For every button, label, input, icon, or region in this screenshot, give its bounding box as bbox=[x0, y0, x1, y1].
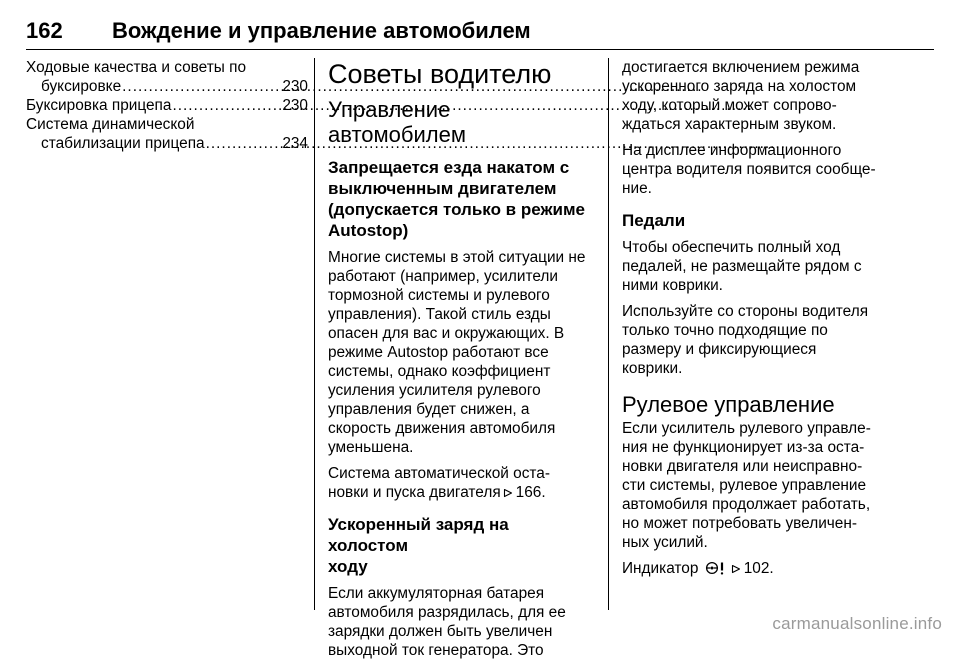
toc-page-number: 234 bbox=[282, 135, 308, 152]
text-line: ходу, который может сопрово- bbox=[622, 97, 837, 114]
text-line bbox=[622, 559, 886, 578]
coasting-paragraph bbox=[328, 248, 592, 457]
toc-line bbox=[26, 96, 308, 115]
text-line: коврики. bbox=[622, 360, 683, 377]
page-number: 162 bbox=[26, 18, 63, 43]
indicator-label: Индикатор bbox=[622, 560, 699, 577]
text-line: режиме Autostop работают все bbox=[328, 344, 549, 361]
toc-line bbox=[26, 134, 308, 153]
text-line: педалей, не размещайте рядом с bbox=[622, 258, 862, 275]
heading-line: Autostop) bbox=[328, 221, 409, 240]
text-line: Используйте со стороны водителя bbox=[622, 303, 869, 320]
toc-line bbox=[26, 58, 308, 77]
toc-entry-trailer-towing[interactable] bbox=[26, 96, 308, 115]
fast-idle-continued-paragraph bbox=[622, 58, 886, 134]
text-line: центра водителя появится сообще- bbox=[622, 161, 876, 178]
text-line: ния не функционирует из-за оста- bbox=[622, 439, 865, 456]
watermark: carmanualsonline.info bbox=[772, 614, 942, 633]
page-header bbox=[26, 10, 934, 50]
text-line: управления). Такой стиль езды bbox=[328, 306, 551, 323]
toc-entry-text: Буксировка прицепа bbox=[26, 97, 172, 114]
page-reference-link[interactable]: 166. bbox=[515, 484, 546, 501]
text-line: Система автоматической оста- bbox=[328, 465, 550, 482]
text-line bbox=[328, 483, 592, 502]
toc-entry-text: Система динамической bbox=[26, 116, 195, 133]
text-line: Если аккумуляторная батарея bbox=[328, 585, 545, 602]
text-line: зарядки должен быть увеличен bbox=[328, 623, 553, 640]
toc-dot-leader bbox=[206, 134, 282, 153]
toc-page-number: 230 bbox=[282, 97, 308, 114]
text-line: автомобиля разрядилась, для ее bbox=[328, 604, 566, 621]
text-line: сти системы, рулевое управление bbox=[622, 477, 867, 494]
text-line: ждаться характерным звуком. bbox=[622, 116, 837, 133]
text-line: автомобиля продолжает работать, bbox=[622, 496, 871, 513]
text-line: усиления усилителя рулевого bbox=[328, 382, 541, 399]
page-reference-arrow-icon bbox=[503, 488, 513, 498]
text-line: ними коврики. bbox=[622, 277, 723, 294]
text-line: На дисплее информационного bbox=[622, 142, 842, 159]
fast-idle-charging-paragraph bbox=[328, 584, 592, 660]
autostop-reference-paragraph bbox=[328, 464, 592, 502]
text-line: работают (например, усилители bbox=[328, 268, 558, 285]
page-reference-arrow-icon bbox=[731, 564, 741, 574]
text-line: Чтобы обеспечить полный ход bbox=[622, 239, 841, 256]
page-reference-link[interactable]: 102. bbox=[743, 560, 774, 577]
pedals-paragraph bbox=[622, 238, 886, 295]
steering-heading: Рулевое управление bbox=[622, 392, 835, 417]
toc-entry-text: буксировке bbox=[41, 78, 122, 95]
table-of-contents bbox=[26, 58, 308, 153]
section-subtitle: Управление автомобилем bbox=[328, 97, 466, 147]
toc-entry-towing-handling[interactable] bbox=[26, 58, 308, 96]
content-column-right bbox=[622, 58, 886, 578]
text-line: системы, однако коэффициент bbox=[328, 363, 551, 380]
heading-line: Запрещается езда накатом с bbox=[328, 158, 570, 177]
heading-line: выключенным двигателем bbox=[328, 179, 557, 198]
text-line: опасен для вас и окружающих. В bbox=[328, 325, 565, 342]
text-line: выходной ток генератора. Это bbox=[328, 642, 544, 659]
steering-indicator-paragraph bbox=[622, 559, 886, 578]
section-title: Советы водителю bbox=[328, 59, 552, 89]
heading-line: ходу bbox=[328, 557, 368, 576]
toc-line bbox=[26, 115, 308, 134]
steering-warning-icon bbox=[705, 561, 727, 575]
toc-entry-text: Ходовые качества и советы по bbox=[26, 59, 247, 76]
toc-page-number: 230 bbox=[282, 78, 308, 95]
text-line: новки двигателя или неисправно- bbox=[622, 458, 863, 475]
text-line: ускоренного заряда на холостом bbox=[622, 78, 857, 95]
text-line: уменьшена. bbox=[328, 439, 414, 456]
reference-text: новки и пуска двигателя bbox=[328, 484, 501, 501]
text-line: размеру и фиксирующиеся bbox=[622, 341, 817, 358]
text-line: Если усилитель рулевого управле- bbox=[622, 420, 871, 437]
display-message-paragraph bbox=[622, 141, 886, 198]
floor-mats-paragraph bbox=[622, 302, 886, 378]
toc-dot-leader bbox=[172, 96, 281, 115]
text-line: Многие системы в этой ситуации не bbox=[328, 249, 586, 266]
toc-entry-trailer-stability[interactable] bbox=[26, 115, 308, 153]
heading-line: (допускается только в режиме bbox=[328, 200, 586, 219]
steering-paragraph bbox=[622, 419, 886, 552]
text-line: но может потребовать увеличен- bbox=[622, 515, 857, 532]
chapter-title: Вождение и управление автомобилем bbox=[112, 18, 531, 43]
text-line: ние. bbox=[622, 180, 652, 197]
pedals-heading: Педали bbox=[622, 211, 686, 230]
toc-line bbox=[26, 77, 308, 96]
text-line: достигается включением режима bbox=[622, 59, 860, 76]
text-line: скорость движения автомобиля bbox=[328, 420, 556, 437]
fast-idle-charging-heading bbox=[328, 514, 592, 577]
coasting-heading bbox=[328, 157, 592, 241]
toc-dot-leader bbox=[122, 77, 281, 96]
toc-entry-text: стабилизации прицепа bbox=[41, 135, 205, 152]
text-line: тормозной системы и рулевого bbox=[328, 287, 550, 304]
text-line: только точно подходящие по bbox=[622, 322, 828, 339]
text-line: управления будет снижен, а bbox=[328, 401, 530, 418]
heading-line: Ускоренный заряд на холостом bbox=[328, 515, 509, 555]
text-line: ных усилий. bbox=[622, 534, 708, 551]
content-column-middle bbox=[328, 58, 592, 660]
